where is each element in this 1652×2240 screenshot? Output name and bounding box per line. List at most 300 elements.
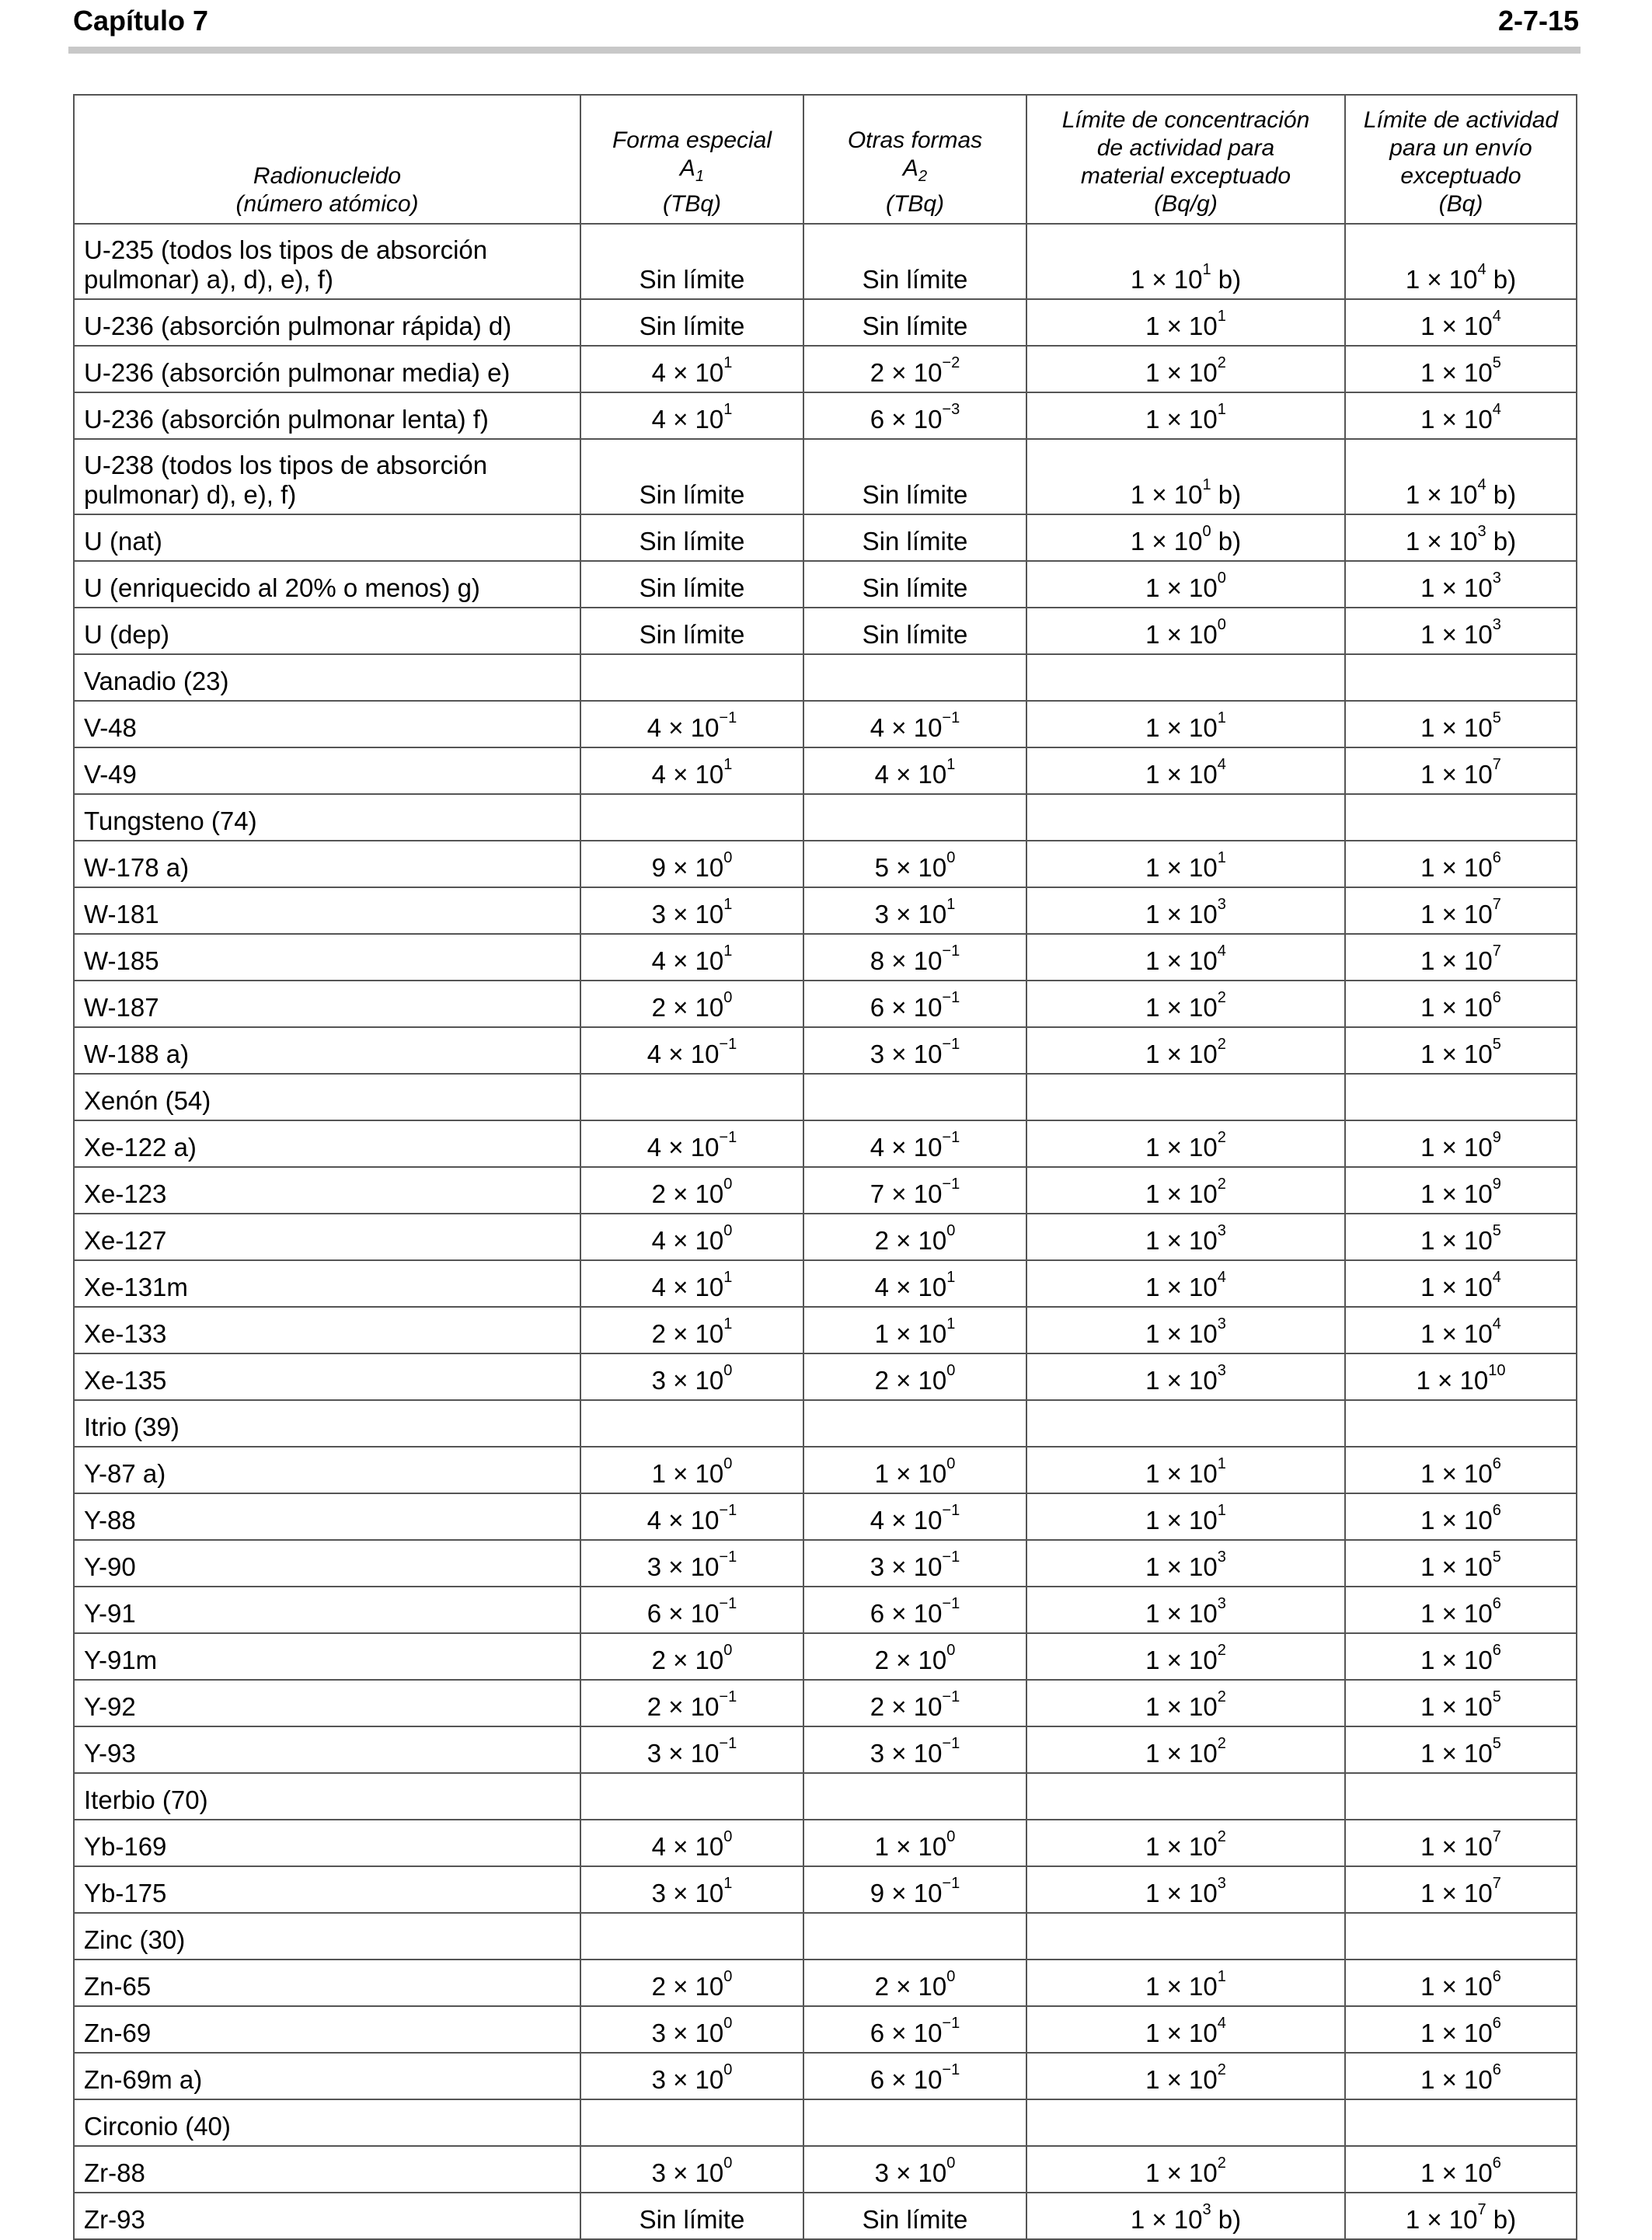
cell-act	[1345, 1913, 1577, 1960]
value-mantissa: 1 × 10	[1405, 480, 1478, 509]
value-exponent: 2	[1217, 1735, 1226, 1752]
table-row	[74, 1260, 1577, 1307]
col-header-conc-unit: (Bq/g)	[1154, 191, 1218, 217]
value-mantissa: 2 × 10	[647, 1692, 720, 1721]
table-row	[74, 1726, 1577, 1773]
radionuclide-name: W-188 a)	[74, 1027, 580, 1074]
col-header-act-line3: exceptuado	[1400, 163, 1521, 189]
cell-a1	[580, 701, 803, 747]
value-exponent: 0	[723, 1176, 733, 1193]
cell-a2	[803, 1913, 1026, 1960]
cell-act	[1345, 1214, 1577, 1260]
value-exponent: 1	[1217, 401, 1226, 418]
cell-conc	[1026, 1214, 1345, 1260]
value-exponent: −1	[719, 1688, 737, 1705]
value-exponent: 5	[1492, 1735, 1501, 1752]
cell-act	[1345, 1866, 1577, 1913]
cell-act	[1345, 654, 1577, 701]
cell-a2	[803, 1260, 1026, 1307]
value-exponent: 1	[1217, 308, 1226, 325]
value-mantissa: 1 × 10	[1145, 2019, 1218, 2047]
value-mantissa: 1 × 10	[1420, 1599, 1493, 1628]
cell-a2	[803, 841, 1026, 887]
radionuclide-name: U (dep)	[74, 608, 580, 654]
value-mantissa: 4 × 10	[651, 358, 724, 387]
value-exponent: 1	[723, 1269, 733, 1286]
cell-a2	[803, 1447, 1026, 1493]
cell-a2	[803, 1120, 1026, 1167]
cell-a1	[580, 514, 803, 561]
cell-a1	[580, 1353, 803, 1400]
value-mantissa: 1 × 10	[1420, 1179, 1493, 1208]
cell-conc	[1026, 794, 1345, 841]
value-exponent: 2	[1217, 1129, 1226, 1146]
value-mantissa: 6 × 10	[870, 1599, 943, 1628]
table-row	[74, 1633, 1577, 1680]
value-exponent: −1	[942, 1129, 960, 1146]
footnote-ref: b)	[1486, 480, 1517, 509]
footnote-ref: b)	[1211, 265, 1242, 294]
cell-a2	[803, 1493, 1026, 1540]
value-exponent: 6	[1492, 2061, 1501, 2078]
value-mantissa: Sin límite	[862, 480, 968, 509]
table-row	[74, 841, 1577, 887]
value-exponent: 4	[1217, 942, 1226, 960]
radionuclide-name: Yb-175	[74, 1866, 580, 1913]
cell-act	[1345, 1447, 1577, 1493]
cell-conc	[1026, 1726, 1345, 1773]
group-header-row	[74, 1400, 1577, 1447]
value-mantissa: 4 × 10	[651, 946, 724, 975]
value-exponent: 3	[1477, 523, 1486, 540]
cell-conc	[1026, 654, 1345, 701]
cell-a2	[803, 1960, 1026, 2006]
value-mantissa: 3 × 10	[870, 1739, 943, 1768]
cell-a1	[580, 1866, 803, 1913]
cell-act	[1345, 2146, 1577, 2193]
value-mantissa: 1 × 10	[1145, 573, 1218, 602]
value-exponent: 1	[723, 1315, 733, 1333]
value-mantissa: 1 × 10	[1145, 853, 1218, 882]
element-group-name: Tungsteno (74)	[74, 794, 580, 841]
value-exponent: −1	[719, 709, 737, 726]
cell-a1	[580, 608, 803, 654]
cell-a2	[803, 1074, 1026, 1120]
value-mantissa: 1 × 10	[1405, 265, 1478, 294]
value-exponent: −1	[942, 2061, 960, 2078]
value-exponent: 0	[723, 2015, 733, 2032]
value-mantissa: Sin límite	[862, 573, 968, 602]
value-exponent: 1	[946, 756, 956, 773]
value-exponent: 2	[1217, 354, 1226, 371]
cell-a1	[580, 1913, 803, 1960]
value-mantissa: 6 × 10	[870, 2019, 943, 2047]
cell-a1	[580, 2146, 803, 2193]
value-exponent: 2	[1217, 2155, 1226, 2172]
cell-a2	[803, 747, 1026, 794]
cell-conc	[1026, 2099, 1345, 2146]
cell-conc	[1026, 1353, 1345, 1400]
cell-a2	[803, 1866, 1026, 1913]
value-exponent: −3	[942, 401, 960, 418]
value-exponent: 9	[1492, 1129, 1501, 1146]
cell-a1	[580, 1214, 803, 1260]
value-exponent: 4	[1477, 476, 1486, 493]
value-mantissa: Sin límite	[639, 2205, 745, 2234]
radionuclide-name: U-238 (todos los tipos de absorción pulmonar) d), e), f)	[74, 439, 580, 514]
value-exponent: 1	[1217, 849, 1226, 866]
cell-act	[1345, 1820, 1577, 1866]
value-exponent: 0	[946, 1828, 956, 1845]
footnote-ref: b)	[1486, 2205, 1517, 2234]
cell-conc	[1026, 1773, 1345, 1820]
value-exponent: 1	[1217, 1455, 1226, 1472]
table-row	[74, 1214, 1577, 1260]
table-row	[74, 2146, 1577, 2193]
cell-conc	[1026, 841, 1345, 887]
col-header-a1	[580, 95, 803, 224]
value-mantissa: 2 × 10	[651, 1319, 724, 1348]
value-exponent: 0	[1217, 570, 1226, 587]
cell-a1	[580, 934, 803, 981]
table-row	[74, 981, 1577, 1027]
cell-act	[1345, 2193, 1577, 2239]
value-exponent: 6	[1492, 1968, 1501, 1985]
col-header-radionuclide-title: Radionucleido	[253, 163, 402, 189]
cell-act	[1345, 561, 1577, 608]
radionuclide-name: Y-91m	[74, 1633, 580, 1680]
cell-conc	[1026, 934, 1345, 981]
radionuclide-name: Y-88	[74, 1493, 580, 1540]
cell-conc	[1026, 1820, 1345, 1866]
value-mantissa: 1 × 10	[1145, 2065, 1218, 2094]
value-exponent: −1	[942, 1688, 960, 1705]
cell-conc	[1026, 747, 1345, 794]
cell-a1	[580, 1027, 803, 1074]
table-row	[74, 1307, 1577, 1353]
value-mantissa: 6 × 10	[647, 1599, 720, 1628]
value-mantissa: Sin límite	[862, 620, 968, 649]
value-mantissa: 1 × 10	[1145, 900, 1218, 928]
value-mantissa: 3 × 10	[647, 1552, 720, 1581]
cell-a2	[803, 1587, 1026, 1633]
cell-conc	[1026, 1493, 1345, 1540]
value-exponent: 7	[1492, 756, 1501, 773]
cell-a1	[580, 439, 803, 514]
value-mantissa: 1 × 10	[874, 1459, 947, 1488]
value-mantissa: 2 × 10	[651, 993, 724, 1022]
table-row	[74, 2193, 1577, 2239]
cell-conc	[1026, 224, 1345, 299]
value-exponent: −1	[719, 1502, 737, 1519]
value-mantissa: 1 × 10	[1145, 760, 1218, 789]
value-mantissa: 1 × 10	[1145, 1692, 1218, 1721]
value-mantissa: Sin límite	[639, 620, 745, 649]
value-mantissa: 1 × 10	[1420, 1319, 1493, 1348]
value-exponent: 2	[1217, 2061, 1226, 2078]
col-header-act-line2: para un envío	[1389, 135, 1532, 161]
element-group-name: Itrio (39)	[74, 1400, 580, 1447]
cell-act	[1345, 1540, 1577, 1587]
cell-act	[1345, 841, 1577, 887]
value-exponent: 3	[1492, 570, 1501, 587]
cell-conc	[1026, 392, 1345, 439]
value-mantissa: 2 × 10	[651, 1646, 724, 1674]
value-mantissa: 1 × 10	[1145, 1739, 1218, 1768]
table-row	[74, 701, 1577, 747]
cell-act	[1345, 1260, 1577, 1307]
value-mantissa: 4 × 10	[874, 760, 947, 789]
value-mantissa: 3 × 10	[651, 1879, 724, 1907]
value-mantissa: 9 × 10	[870, 1879, 943, 1907]
value-mantissa: Sin límite	[862, 2205, 968, 2234]
cell-a1	[580, 346, 803, 392]
radionuclide-name: Xe-127	[74, 1214, 580, 1260]
cell-a2	[803, 1353, 1026, 1400]
value-exponent: 1	[723, 756, 733, 773]
radionuclide-name: W-185	[74, 934, 580, 981]
cell-a1	[580, 1633, 803, 1680]
value-exponent: 4	[1492, 308, 1501, 325]
table-header-row	[74, 95, 1577, 224]
cell-act	[1345, 1400, 1577, 1447]
cell-a2	[803, 1773, 1026, 1820]
cell-a1	[580, 981, 803, 1027]
cell-conc	[1026, 439, 1345, 514]
value-mantissa: 3 × 10	[651, 2065, 724, 2094]
value-mantissa: Sin límite	[639, 312, 745, 340]
value-mantissa: 1 × 10	[1145, 1319, 1218, 1348]
cell-act	[1345, 1493, 1577, 1540]
table-row	[74, 2053, 1577, 2099]
cell-conc	[1026, 1866, 1345, 1913]
table-row	[74, 2006, 1577, 2053]
value-exponent: 3	[1492, 616, 1501, 633]
group-header-row	[74, 2099, 1577, 2146]
value-mantissa: 1 × 10	[1145, 1832, 1218, 1861]
table-row	[74, 1820, 1577, 1866]
cell-a1	[580, 1120, 803, 1167]
value-exponent: −1	[719, 1735, 737, 1752]
cell-a1	[580, 794, 803, 841]
cell-a2	[803, 1820, 1026, 1866]
footnote-ref: b)	[1211, 527, 1242, 556]
value-exponent: 6	[1492, 1502, 1501, 1519]
value-mantissa: Sin límite	[862, 265, 968, 294]
value-exponent: −1	[942, 709, 960, 726]
value-exponent: 6	[1492, 1455, 1501, 1472]
value-mantissa: Sin límite	[862, 312, 968, 340]
value-mantissa: Sin límite	[639, 573, 745, 602]
cell-a1	[580, 2099, 803, 2146]
value-exponent: −1	[942, 1595, 960, 1612]
cell-a1	[580, 224, 803, 299]
cell-a2	[803, 654, 1026, 701]
value-mantissa: 1 × 10	[1145, 1133, 1218, 1162]
cell-a2	[803, 1633, 1026, 1680]
value-exponent: 4	[1492, 1315, 1501, 1333]
cell-conc	[1026, 1074, 1345, 1120]
value-mantissa: 2 × 10	[874, 1972, 947, 2001]
cell-conc	[1026, 2146, 1345, 2193]
value-mantissa: 1 × 10	[1130, 527, 1203, 556]
col-header-a2-title: Otras formas	[847, 127, 983, 153]
value-exponent: 3	[1217, 1595, 1226, 1612]
cell-conc	[1026, 1680, 1345, 1726]
cell-a1	[580, 1167, 803, 1214]
value-mantissa: 1 × 10	[1420, 1552, 1493, 1581]
value-mantissa: 2 × 10	[651, 1179, 724, 1208]
table-row	[74, 934, 1577, 981]
cell-act	[1345, 1587, 1577, 1633]
value-exponent: 4	[1217, 1269, 1226, 1286]
col-header-a2	[803, 95, 1026, 224]
radionuclide-name: Y-92	[74, 1680, 580, 1726]
radionuclide-name: Y-91	[74, 1587, 580, 1633]
group-header-row	[74, 1913, 1577, 1960]
value-exponent: 4	[1492, 401, 1501, 418]
value-mantissa: 2 × 10	[874, 1226, 947, 1255]
value-mantissa: 1 × 10	[1420, 2019, 1493, 2047]
value-mantissa: 4 × 10	[874, 1273, 947, 1301]
radionuclide-name: Xe-122 a)	[74, 1120, 580, 1167]
cell-a2	[803, 439, 1026, 514]
value-mantissa: 1 × 10	[1420, 760, 1493, 789]
value-mantissa: 1 × 10	[1145, 1459, 1218, 1488]
cell-act	[1345, 1120, 1577, 1167]
cell-act	[1345, 1773, 1577, 1820]
cell-conc	[1026, 2193, 1345, 2239]
table-row	[74, 561, 1577, 608]
value-mantissa: 1 × 10	[1420, 573, 1493, 602]
footnote-ref: b)	[1211, 480, 1242, 509]
value-exponent: −1	[942, 942, 960, 960]
table-row	[74, 224, 1577, 299]
cell-act	[1345, 1680, 1577, 1726]
table-row	[74, 1027, 1577, 1074]
table-row	[74, 299, 1577, 346]
value-exponent: 5	[1492, 1222, 1501, 1239]
table-row	[74, 1353, 1577, 1400]
value-exponent: 6	[1492, 1642, 1501, 1659]
value-exponent: 1	[1202, 261, 1211, 278]
value-mantissa: 1 × 10	[1420, 620, 1493, 649]
cell-a1	[580, 1074, 803, 1120]
value-exponent: 0	[723, 1455, 733, 1472]
value-exponent: 5	[1492, 1036, 1501, 1053]
value-mantissa: 1 × 10	[1416, 1366, 1489, 1395]
cell-act	[1345, 1960, 1577, 2006]
cell-a1	[580, 654, 803, 701]
footnote-ref: b)	[1486, 265, 1517, 294]
cell-act	[1345, 514, 1577, 561]
value-mantissa: 1 × 10	[1145, 993, 1218, 1022]
value-exponent: 2	[1217, 989, 1226, 1006]
cell-a2	[803, 887, 1026, 934]
cell-a2	[803, 934, 1026, 981]
value-mantissa: 1 × 10	[1405, 527, 1478, 556]
cell-a1	[580, 1447, 803, 1493]
radionuclide-name: Zn-69	[74, 2006, 580, 2053]
value-exponent: 9	[1492, 1176, 1501, 1193]
value-exponent: −1	[719, 1548, 737, 1566]
value-mantissa: 1 × 10	[1420, 853, 1493, 882]
cell-conc	[1026, 2006, 1345, 2053]
value-exponent: −1	[942, 1502, 960, 1519]
value-mantissa: 1 × 10	[1420, 1692, 1493, 1721]
radionuclide-name: W-178 a)	[74, 841, 580, 887]
table-row	[74, 1120, 1577, 1167]
cell-conc	[1026, 701, 1345, 747]
value-mantissa: 1 × 10	[1420, 1879, 1493, 1907]
radionuclide-name: Xe-133	[74, 1307, 580, 1353]
cell-a2	[803, 224, 1026, 299]
value-mantissa: 1 × 10	[1145, 312, 1218, 340]
value-exponent: 4	[1477, 261, 1486, 278]
value-mantissa: 1 × 10	[1145, 1226, 1218, 1255]
value-mantissa: 6 × 10	[870, 993, 943, 1022]
radionuclide-name: Y-93	[74, 1726, 580, 1773]
value-exponent: 6	[1492, 2015, 1501, 2032]
cell-conc	[1026, 608, 1345, 654]
value-exponent: 0	[723, 1642, 733, 1659]
value-exponent: 6	[1492, 849, 1501, 866]
cell-conc	[1026, 514, 1345, 561]
value-mantissa: 3 × 10	[651, 900, 724, 928]
value-exponent: 7	[1492, 1828, 1501, 1845]
cell-act	[1345, 701, 1577, 747]
cell-a1	[580, 747, 803, 794]
cell-a1	[580, 1493, 803, 1540]
cell-act	[1345, 1353, 1577, 1400]
element-group-name: Zinc (30)	[74, 1913, 580, 1960]
value-exponent: 0	[723, 2061, 733, 2078]
value-exponent: 0	[1217, 616, 1226, 633]
value-exponent: −1	[942, 1735, 960, 1752]
cell-act	[1345, 439, 1577, 514]
cell-a2	[803, 392, 1026, 439]
value-exponent: −1	[942, 1875, 960, 1892]
value-mantissa: 7 × 10	[870, 1179, 943, 1208]
cell-a2	[803, 1307, 1026, 1353]
value-exponent: 0	[1202, 523, 1211, 540]
value-mantissa: 1 × 10	[1420, 900, 1493, 928]
cell-a1	[580, 2006, 803, 2053]
cell-a1	[580, 1540, 803, 1587]
cell-a1	[580, 299, 803, 346]
value-exponent: 1	[723, 896, 733, 913]
col-header-radionuclide-sub: (número atómico)	[235, 191, 419, 217]
cell-a2	[803, 2193, 1026, 2239]
value-mantissa: 1 × 10	[1420, 1273, 1493, 1301]
cell-act	[1345, 2006, 1577, 2053]
value-exponent: −1	[942, 2015, 960, 2032]
value-exponent: 7	[1492, 1875, 1501, 1892]
value-mantissa: 1 × 10	[1145, 405, 1218, 434]
radionuclide-name: U (nat)	[74, 514, 580, 561]
radionuclide-name: U-235 (todos los tipos de absorción pulmonar) a), d), e), f)	[74, 224, 580, 299]
cell-a2	[803, 1680, 1026, 1726]
value-exponent: 10	[1488, 1362, 1506, 1379]
table-row	[74, 1493, 1577, 1540]
header-rule	[68, 47, 1581, 54]
value-exponent: −1	[942, 989, 960, 1006]
col-header-act-line1: Límite de actividad	[1363, 107, 1559, 133]
cell-a2	[803, 299, 1026, 346]
cell-a1	[580, 1773, 803, 1820]
cell-act	[1345, 224, 1577, 299]
cell-conc	[1026, 2053, 1345, 2099]
